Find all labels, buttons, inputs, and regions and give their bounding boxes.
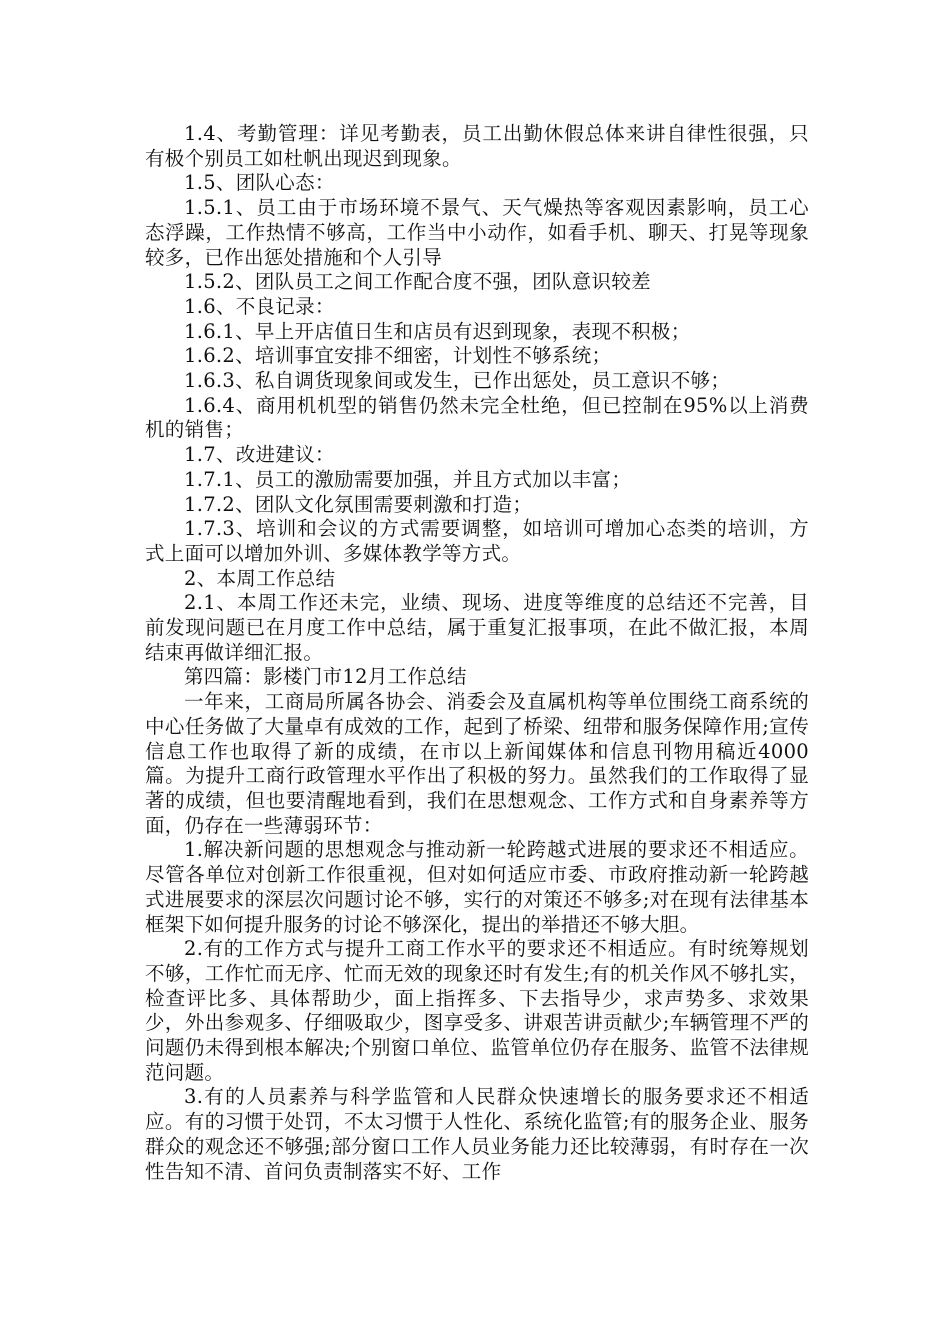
paragraph: 1.7.3、培训和会议的方式需要调整，如培训可增加心态类的培训，方式上面可以增加外训、多媒体教学等方式。 xyxy=(145,517,809,565)
paragraph: 1.6.4、商用机机型的销售仍然未完全杜绝，但已控制在95%以上消费机的销售； xyxy=(145,393,809,442)
paragraph: 1.7、改进建议： xyxy=(184,443,335,467)
paragraph: 1.6.3、私自调货现象间或发生，已作出惩处，员工意识不够； xyxy=(184,369,731,393)
paragraph: 1.5.2、团队员工之间工作配合度不强，团队意识较差 xyxy=(184,270,651,294)
paragraph: 1.解决新问题的思想观念与推动新一轮跨越式进展的要求还不相适应。尽管各单位对创新工作很重视，但对如何适应市委、市政府推动新一轮跨越式进展要求的深层次问题讨论不够，实行的对策还不够多;对在现有法律基本框架下如何提升服务的讨论不够深化，提出的举措还不够大胆。 xyxy=(145,838,809,936)
paragraph: 1.5.1、员工由于市场环境不景气、天气燥热等客观因素影响，员工心态浮躁，工作热情不够高，工作当中小动作，如看手机、聊天、打晃等现象较多，已作出惩处措施和个人引导 xyxy=(145,196,809,269)
paragraph: 2.1、本周工作还未完，业绩、现场、进度等维度的总结还不完善，目前发现问题已在月度工作中总结，属于重复汇报事项，在此不做汇报，本周结束再做详细汇报。 xyxy=(145,591,809,664)
paragraph: 1.6、不良记录： xyxy=(184,294,335,318)
paragraph: 2.有的工作方式与提升工商工作水平的要求还不相适应。有时统筹规划不够，工作忙而无序、忙而无效的现象还时有发生;有的机关作风不够扎实，检查评比多、具体帮助少，面上指挥多、下去指导少，求声势多、求效果少，外出参观多、仔细吸取少，图享受多、讲艰苦讲贡献少;车辆管理不严的问题仍未得到根本解决;个别窗口单位、监管单位仍存在服务、监管不法律规范问题。 xyxy=(145,937,809,1084)
paragraph: 1.6.2、培训事宜安排不细密，计划性不够系统； xyxy=(184,344,612,368)
paragraph: 1.4、考勤管理：详见考勤表，员工出勤休假总体来讲自律性很强，只有极个别员工如杜帆出现迟到现象。 xyxy=(145,122,809,170)
paragraph: 1.5、团队心态： xyxy=(184,171,335,195)
section-title: 第四篇：影楼门市12月工作总结 xyxy=(184,665,467,689)
section-heading: 2、本周工作总结 xyxy=(184,566,336,590)
paragraph: 一年来，工商局所属各协会、消委会及直属机构等单位围绕工商系统的中心任务做了大量卓有成效的工作，起到了桥梁、纽带和服务保障作用;宣传信息工作也取得了新的成绩，在市以上新闻媒体和信息刊物用稿近4000篇。为提升工商行政管理水平作出了积极的努力。虽然我们的工作取得了显著的成绩，但也要清醒地看到，我们在思想观念、工作方式和自身素养等方面，仍存在一些薄弱环节： xyxy=(145,690,809,837)
paragraph: 1.6.1、早上开店值日生和店员有迟到现象，表现不积极； xyxy=(184,319,691,343)
document-body xyxy=(145,122,809,1184)
paragraph: 3.有的人员素养与科学监管和人民群众快速增长的服务要求还不相适应。有的习惯于处罚，不太习惯于人性化、系统化监管;有的服务企业、服务群众的观念还不够强;部分窗口工作人员业务能力还比较薄弱，有时存在一次性告知不清、首问负责制落实不好、工作 xyxy=(145,1085,809,1183)
paragraph: 1.7.2、团队文化氛围需要刺激和打造； xyxy=(184,492,533,516)
paragraph: 1.7.1、员工的激励需要加强，并且方式加以丰富； xyxy=(184,467,632,491)
